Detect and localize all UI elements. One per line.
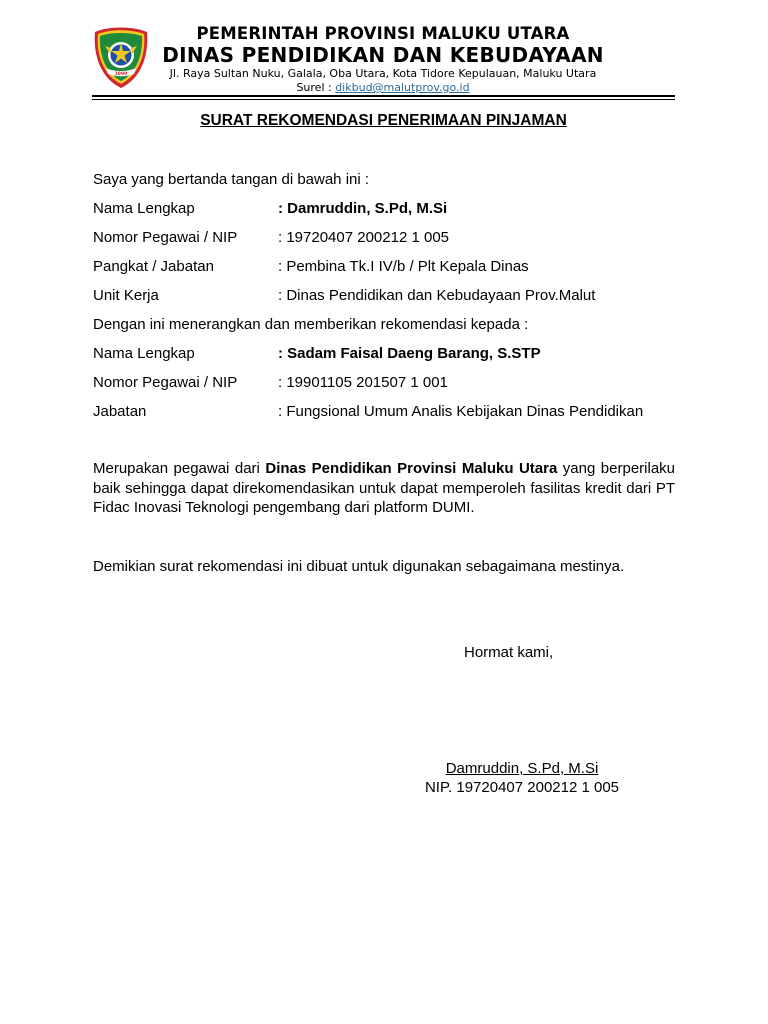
- signer-rank-value: : Pembina Tk.I IV/b / Plt Kepala Dinas: [278, 258, 529, 275]
- signer-unit-label: Unit Kerja: [93, 287, 159, 304]
- letterhead-divider-thin: [92, 99, 675, 100]
- letterhead-divider-thick: [92, 95, 675, 97]
- letterhead: [152, 24, 614, 95]
- recommend-intro-text: Dengan ini menerangkan dan memberikan rekomendasi kepada :: [93, 316, 529, 333]
- government-name: PEMERINTAH PROVINSI MALUKU UTARA: [196, 24, 570, 43]
- email-label: Surel :: [296, 81, 336, 94]
- provincial-emblem-icon: [92, 24, 150, 90]
- signer-unit-value: : Dinas Pendidikan dan Kebudayaan Prov.Malut: [278, 287, 596, 304]
- recipient-position-label: Jabatan: [93, 403, 147, 420]
- signer-nip-value: : 19720407 200212 1 005: [278, 229, 449, 246]
- department-name: DINAS PENDIDIKAN DAN KEBUDAYAAN: [162, 43, 604, 67]
- svg-text:1999: 1999: [114, 72, 128, 77]
- intro-text: Saya yang bertanda tangan di bawah ini :: [93, 171, 370, 188]
- office-email-line: [152, 81, 614, 95]
- signature-name: Damruddin, S.Pd, M.Si: [445, 760, 599, 777]
- signer-nip-label: Nomor Pegawai / NIP: [93, 229, 238, 246]
- letter-title: SURAT REKOMENDASI PENERIMAAN PINJAMAN: [200, 112, 567, 129]
- paragraph-part-2: yang berperilaku baik sehingga dapat direkomendasikan untuk dapat memperoleh fasilitas kredit dari PT Fidac Inovasi Teknologi pengembang dari platform DUMI.: [93, 460, 676, 516]
- closing-text: Demikian surat rekomendasi ini dibuat untuk digunakan sebagaimana mestinya.: [93, 558, 625, 575]
- recommendation-paragraph: [93, 459, 675, 518]
- signer-name-label: Nama Lengkap: [93, 200, 195, 217]
- signature-greeting: Hormat kami,: [464, 644, 554, 661]
- signer-rank-label: Pangkat / Jabatan: [93, 258, 214, 275]
- signer-name-value: : Damruddin, S.Pd, M.Si: [278, 200, 448, 217]
- recipient-position-value: : Fungsional Umum Analis Kebijakan Dinas Pendidikan: [278, 403, 644, 420]
- paragraph-agency-name: Dinas Pendidikan Provinsi Maluku Utara: [265, 460, 558, 477]
- email-link[interactable]: dikbud@malutprov.go.id: [335, 81, 470, 94]
- recipient-nip-label: Nomor Pegawai / NIP: [93, 374, 238, 391]
- recipient-name-label: Nama Lengkap: [93, 345, 195, 362]
- paragraph-part-1: Merupakan pegawai dari: [93, 460, 266, 477]
- signature-nip: NIP. 19720407 200212 1 005: [424, 779, 620, 796]
- recipient-nip-value: : 19901105 201507 1 001: [278, 374, 448, 391]
- office-address: Jl. Raya Sultan Nuku, Galala, Oba Utara, Kota Tidore Kepulauan, Maluku Utara: [169, 67, 597, 80]
- recipient-name-value: : Sadam Faisal Daeng Barang, S.STP: [278, 345, 541, 362]
